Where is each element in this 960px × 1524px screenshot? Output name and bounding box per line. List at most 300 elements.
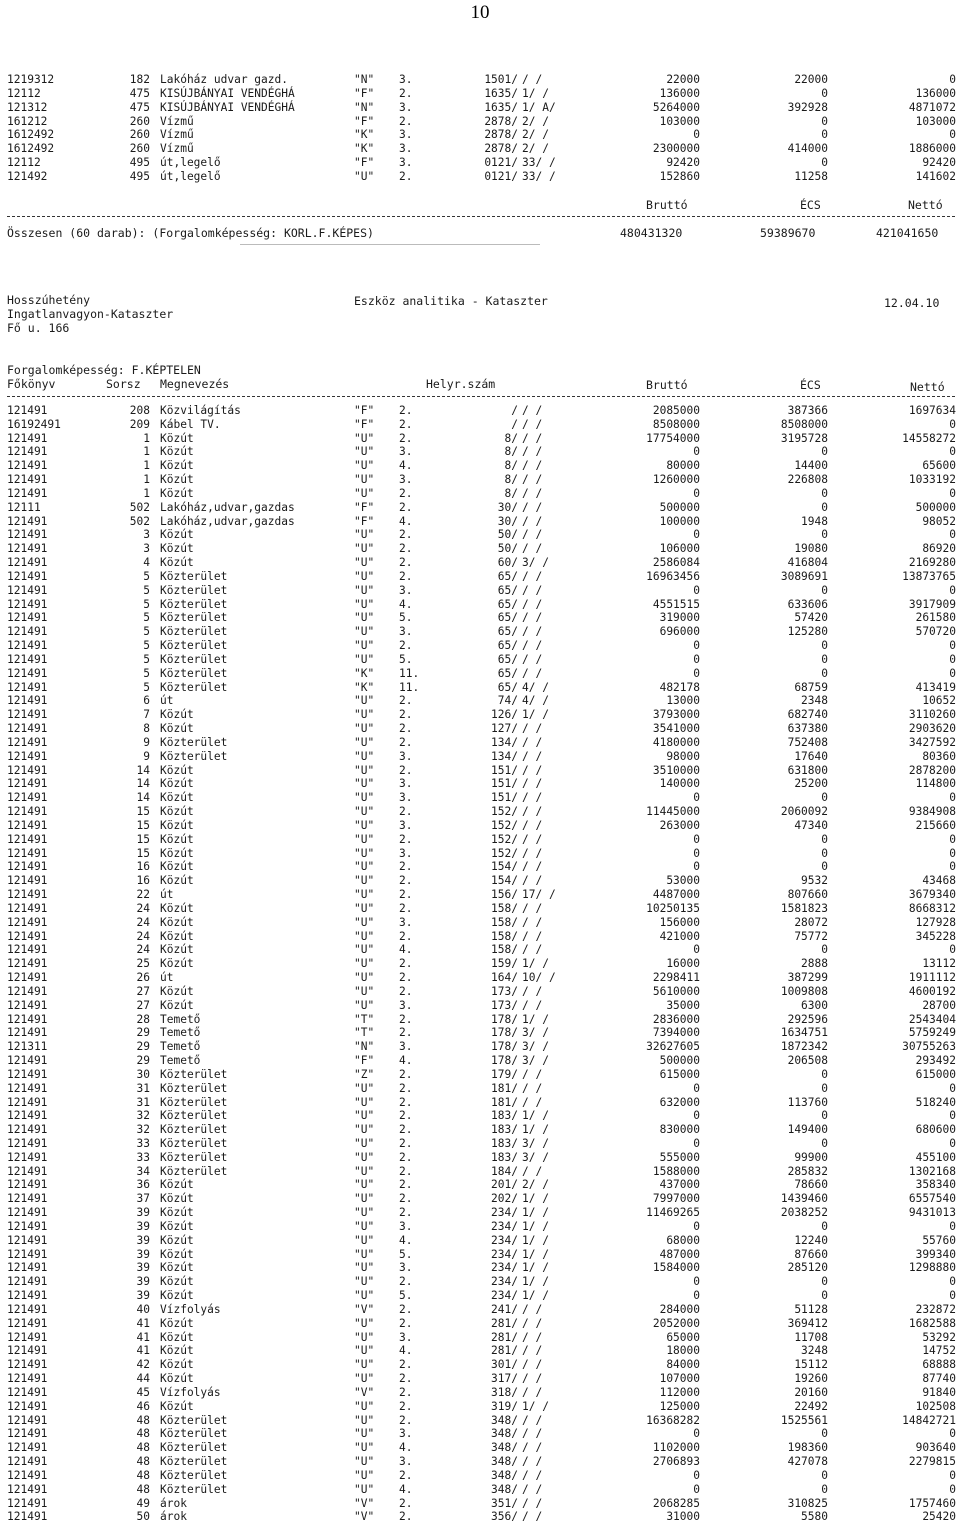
cell-helyrajzi-szam: 159/ <box>491 957 518 971</box>
cell-ecs: 57420 <box>794 611 828 625</box>
table-row <box>0 1510 960 1524</box>
table-row <box>0 101 960 115</box>
cell-netto: 14752 <box>922 1344 956 1358</box>
cell-megnevezes: Közút <box>160 1275 194 1289</box>
table-row <box>0 999 960 1013</box>
table-row <box>0 860 960 874</box>
table-row <box>0 1026 960 1040</box>
cell-netto: 1757460 <box>908 1496 956 1510</box>
cell-ecs: 1634751 <box>780 1026 828 1040</box>
table-row <box>0 1123 960 1137</box>
cell-szint: 2. <box>399 1275 413 1289</box>
cell-helyrajzi-szam: 65/ <box>497 597 518 611</box>
table-row <box>0 1165 960 1179</box>
cell-sorszam: 14 <box>136 777 150 791</box>
cell-sorszam: 1 <box>143 431 150 445</box>
cell-kod: "U" <box>354 169 375 183</box>
cell-alszam: / / <box>522 542 543 556</box>
cell-brutto: 0 <box>693 1136 700 1150</box>
cell-fokonyv: 121491 <box>7 1095 48 1109</box>
cell-brutto: 1102000 <box>652 1441 700 1455</box>
cell-brutto: 0 <box>693 832 700 846</box>
cell-szint: 2. <box>399 1026 413 1040</box>
cell-megnevezes: árok <box>160 1496 187 1510</box>
cell-ecs: 113760 <box>787 1095 828 1109</box>
table-row <box>0 930 960 944</box>
cell-sorszam: 475 <box>129 100 150 114</box>
cell-netto: 65600 <box>922 459 956 473</box>
cell-kod: "U" <box>354 832 375 846</box>
table-row <box>0 777 960 791</box>
cell-netto: 0 <box>949 1109 956 1123</box>
cell-kod: "U" <box>354 1330 375 1344</box>
cell-kod: "U" <box>354 1289 375 1303</box>
cell-szint: 3. <box>399 1427 413 1441</box>
cell-helyrajzi-szam: 65/ <box>497 625 518 639</box>
cell-megnevezes: Temető <box>160 1026 201 1040</box>
cell-szint: 3. <box>399 998 413 1012</box>
cell-helyrajzi-szam: 126/ <box>491 708 518 722</box>
cell-brutto: 2085000 <box>652 404 700 417</box>
table-row <box>0 805 960 819</box>
table-row <box>0 418 960 432</box>
table-row <box>0 625 960 639</box>
cell-alszam: / / <box>522 805 543 819</box>
cell-szint: 3. <box>399 1330 413 1344</box>
cell-megnevezes: Közút <box>160 1206 194 1220</box>
cell-netto: 80360 <box>922 749 956 763</box>
cell-sorszam: 5 <box>143 666 150 680</box>
cell-alszam: 1/ / <box>522 1012 549 1026</box>
cell-netto: 293492 <box>915 1054 956 1067</box>
cell-brutto: 107000 <box>659 1372 700 1386</box>
cell-megnevezes: Vízfolyás <box>160 1302 221 1316</box>
cell-megnevezes: Vízmű <box>160 128 194 142</box>
cell-szint: 2. <box>399 1067 413 1081</box>
cell-alszam: / / <box>522 1330 543 1344</box>
table-row <box>0 639 960 653</box>
cell-szint: 3. <box>399 583 413 597</box>
cell-ecs: 0 <box>821 846 828 860</box>
cell-megnevezes: Közterület <box>160 1164 228 1178</box>
cell-alszam: / / <box>522 73 543 86</box>
cell-sorszam: 40 <box>136 1302 150 1316</box>
cell-megnevezes: Közút <box>160 901 194 915</box>
cell-alszam: 1/ / <box>522 1109 549 1123</box>
table-row <box>0 1068 960 1082</box>
cell-ecs: 9532 <box>801 874 828 888</box>
cell-szint: 3. <box>399 777 413 791</box>
cell-netto: 1682588 <box>908 1316 956 1330</box>
cell-fokonyv: 121491 <box>7 708 48 722</box>
cell-kod: "U" <box>354 1344 375 1358</box>
cell-sorszam: 39 <box>136 1233 150 1247</box>
cell-szint: 2. <box>399 114 413 128</box>
cell-sorszam: 39 <box>136 1247 150 1261</box>
cell-megnevezes: Közút <box>160 1372 194 1386</box>
cell-megnevezes: Közterület <box>160 1413 228 1427</box>
cell-alszam: 1/ / <box>522 1219 549 1233</box>
cell-helyrajzi-szam: 127/ <box>491 722 518 736</box>
cell-alszam: / / <box>522 735 543 749</box>
cell-sorszam: 502 <box>129 514 150 528</box>
cell-helyrajzi-szam: 154/ <box>491 874 518 888</box>
cell-alszam: 10/ / <box>522 971 556 985</box>
cell-fokonyv: 121491 <box>7 1468 48 1482</box>
cell-megnevezes: Közút <box>160 791 194 805</box>
cell-helyrajzi-szam: 151/ <box>491 777 518 791</box>
cell-netto: 13873765 <box>902 569 956 583</box>
cell-brutto: 0 <box>693 128 700 142</box>
cell-megnevezes: árok <box>160 1510 187 1524</box>
cell-ecs: 0 <box>821 1275 828 1289</box>
cell-kod: "U" <box>354 459 375 473</box>
cell-fokonyv: 121491 <box>7 957 48 971</box>
cell-kod: "U" <box>354 486 375 500</box>
col-netto: Nettó <box>910 380 945 394</box>
cell-helyrajzi-szam: 281/ <box>491 1344 518 1358</box>
cell-sorszam: 24 <box>136 929 150 943</box>
col-fokonyv: Főkönyv <box>7 377 56 391</box>
cell-kod: "U" <box>354 1136 375 1150</box>
cell-megnevezes: Közút <box>160 486 194 500</box>
cell-szint: 2. <box>399 1385 413 1399</box>
cell-sorszam: 5 <box>143 625 150 639</box>
table-row <box>0 1220 960 1234</box>
cell-ecs: 0 <box>821 156 828 170</box>
cell-szint: 2. <box>399 929 413 943</box>
cell-helyrajzi-szam: 1501/ <box>484 73 518 86</box>
cell-brutto: 0 <box>693 1275 700 1289</box>
cell-sorszam: 8 <box>143 722 150 736</box>
table-row <box>0 128 960 142</box>
cell-megnevezes: Közút <box>160 722 194 736</box>
cell-fokonyv: 121492 <box>7 169 48 183</box>
cell-megnevezes: Közterület <box>160 1482 228 1496</box>
cell-megnevezes: Közút <box>160 1330 194 1344</box>
cell-netto: 0 <box>949 73 956 86</box>
cell-megnevezes: Közút <box>160 860 194 874</box>
cell-brutto: 0 <box>693 860 700 874</box>
cell-sorszam: 30 <box>136 1067 150 1081</box>
cell-kod: "U" <box>354 818 375 832</box>
cell-kod: "T" <box>354 1026 375 1040</box>
cell-fokonyv: 121491 <box>7 1482 48 1496</box>
cell-fokonyv: 121491 <box>7 583 48 597</box>
cell-megnevezes: KISÚJBÁNYAI VENDÉGHÁ <box>160 86 295 100</box>
table-row <box>0 681 960 695</box>
table-row <box>0 874 960 888</box>
cell-megnevezes: Lakóház,udvar,gazdas <box>160 500 295 514</box>
cell-kod: "F" <box>354 404 375 417</box>
cell-alszam: / / <box>522 943 543 957</box>
cell-szint: 2. <box>399 1316 413 1330</box>
cell-kod: "U" <box>354 625 375 639</box>
cell-netto: 28700 <box>922 998 956 1012</box>
cell-szint: 4. <box>399 1344 413 1358</box>
cell-brutto: 0 <box>693 583 700 597</box>
cell-ecs: 1948 <box>801 514 828 528</box>
cell-alszam: 33/ / <box>522 156 556 170</box>
cell-brutto: 3793000 <box>652 708 700 722</box>
cell-helyrajzi-szam: 158/ <box>491 901 518 915</box>
cell-sorszam: 5 <box>143 611 150 625</box>
cell-megnevezes: út <box>160 888 174 902</box>
cell-alszam: 3/ / <box>522 1026 549 1040</box>
cell-kod: "V" <box>354 1385 375 1399</box>
cell-kod: "U" <box>354 735 375 749</box>
cell-szint: 2. <box>399 431 413 445</box>
cell-fokonyv: 121491 <box>7 542 48 556</box>
cell-netto: 25420 <box>922 1510 956 1524</box>
cell-sorszam: 502 <box>129 500 150 514</box>
cell-megnevezes: Közterület <box>160 666 228 680</box>
cell-megnevezes: Közterület <box>160 1441 228 1455</box>
cell-netto: 680600 <box>915 1123 956 1137</box>
cell-alszam: 1/ / <box>522 1289 549 1303</box>
cell-sorszam: 5 <box>143 569 150 583</box>
cell-fokonyv: 121491 <box>7 1496 48 1510</box>
table-row <box>0 1192 960 1206</box>
cell-helyrajzi-szam: 234/ <box>491 1247 518 1261</box>
table-row <box>0 598 960 612</box>
cell-netto: 1911112 <box>908 971 956 985</box>
cell-kod: "U" <box>354 1178 375 1192</box>
cell-kod: "F" <box>354 1054 375 1067</box>
cell-sorszam: 3 <box>143 542 150 556</box>
cell-brutto: 16963456 <box>646 569 700 583</box>
cell-fokonyv: 121491 <box>7 915 48 929</box>
table-row <box>0 888 960 902</box>
cell-megnevezes: Közút <box>160 1358 194 1372</box>
cell-megnevezes: Közterület <box>160 735 228 749</box>
cell-sorszam: 9 <box>143 749 150 763</box>
cell-fokonyv: 121491 <box>7 1206 48 1220</box>
cell-megnevezes: Közút <box>160 1233 194 1247</box>
cell-alszam: / / <box>522 652 543 666</box>
table-row <box>0 459 960 473</box>
cell-helyrajzi-szam: 351/ <box>491 1496 518 1510</box>
cell-kod: "U" <box>354 998 375 1012</box>
cell-alszam: / / <box>522 639 543 653</box>
cell-alszam: / / <box>522 1413 543 1427</box>
cell-sorszam: 5 <box>143 680 150 694</box>
cell-ecs: 11258 <box>794 169 828 183</box>
cell-netto: 9384908 <box>908 805 956 819</box>
table-row <box>0 833 960 847</box>
cell-netto: 232872 <box>915 1302 956 1316</box>
cell-kod: "N" <box>354 73 375 86</box>
cell-szint: 3. <box>399 1219 413 1233</box>
cell-netto: 0 <box>949 1136 956 1150</box>
cell-helyrajzi-szam: 317/ <box>491 1372 518 1386</box>
cell-brutto: 2300000 <box>652 142 700 156</box>
cell-brutto: 0 <box>693 1081 700 1095</box>
cell-ecs: 631800 <box>787 763 828 777</box>
cell-alszam: 2/ / <box>522 114 549 128</box>
cell-sorszam: 9 <box>143 735 150 749</box>
cell-kod: "F" <box>354 514 375 528</box>
cell-brutto: 632000 <box>659 1095 700 1109</box>
cell-alszam: 1/ A/ <box>522 100 556 114</box>
cell-ecs: 0 <box>821 1219 828 1233</box>
table-row <box>0 156 960 170</box>
cell-helyrajzi-szam: 134/ <box>491 735 518 749</box>
cell-brutto: 68000 <box>666 1233 700 1247</box>
cell-sorszam: 24 <box>136 901 150 915</box>
cell-netto: 43468 <box>922 874 956 888</box>
cell-alszam: / / <box>522 431 543 445</box>
cell-kod: "U" <box>354 763 375 777</box>
cell-szint: 2. <box>399 860 413 874</box>
cell-alszam: 1/ / <box>522 1275 549 1289</box>
cell-szint: 2. <box>399 984 413 998</box>
cell-kod: "U" <box>354 860 375 874</box>
cell-alszam: / / <box>522 473 543 487</box>
cell-sorszam: 15 <box>136 846 150 860</box>
cell-kod: "U" <box>354 805 375 819</box>
cell-kod: "F" <box>354 156 375 170</box>
col-brutto: Bruttó <box>646 378 688 392</box>
cell-kod: "U" <box>354 749 375 763</box>
cell-helyrajzi-szam: 183/ <box>491 1123 518 1137</box>
cell-sorszam: 14 <box>136 791 150 805</box>
cell-alszam: / / <box>522 1344 543 1358</box>
cell-alszam: / / <box>522 777 543 791</box>
cell-megnevezes: Közterület <box>160 583 228 597</box>
table-row <box>0 570 960 584</box>
table-row <box>0 1344 960 1358</box>
cell-szint: 2. <box>399 874 413 888</box>
cell-szint: 4. <box>399 459 413 473</box>
cell-helyrajzi-szam: 65/ <box>497 611 518 625</box>
cell-megnevezes: Közterület <box>160 639 228 653</box>
cell-brutto: 2052000 <box>652 1316 700 1330</box>
cell-ecs: 78660 <box>794 1178 828 1192</box>
cell-fokonyv: 121491 <box>7 1233 48 1247</box>
cell-brutto: 16000 <box>666 957 700 971</box>
cell-megnevezes: Közterület <box>160 1081 228 1095</box>
cell-szint: 2. <box>399 1372 413 1386</box>
cell-alszam: 1/ / <box>522 1233 549 1247</box>
table-row <box>0 1040 960 1054</box>
cell-megnevezes: Közterület <box>160 1067 228 1081</box>
cell-kod: "U" <box>354 473 375 487</box>
cell-sorszam: 260 <box>129 128 150 142</box>
cell-sorszam: 6 <box>143 694 150 708</box>
cell-helyrajzi-szam: 281/ <box>491 1316 518 1330</box>
cell-fokonyv: 121491 <box>7 1054 48 1067</box>
cell-netto: 10652 <box>922 694 956 708</box>
cell-brutto: 0 <box>693 943 700 957</box>
cell-szint: 2. <box>399 528 413 542</box>
cell-helyrajzi-szam: 2878/ <box>484 128 518 142</box>
cell-ecs: 0 <box>821 791 828 805</box>
cell-megnevezes: Közút <box>160 1247 194 1261</box>
cell-helyrajzi-szam: 234/ <box>491 1275 518 1289</box>
report-date: 12.04.10 <box>884 296 940 310</box>
cell-ecs: 310825 <box>787 1496 828 1510</box>
cell-kod: "F" <box>354 417 375 431</box>
cell-alszam: 1/ / <box>522 1261 549 1275</box>
cell-helyrajzi-szam: 356/ <box>491 1510 518 1524</box>
cell-netto: 55760 <box>922 1233 956 1247</box>
cell-kod: "U" <box>354 694 375 708</box>
cell-sorszam: 33 <box>136 1136 150 1150</box>
cell-ecs: 198360 <box>787 1441 828 1455</box>
cell-brutto: 32627605 <box>646 1040 700 1054</box>
totals-label: Összesen (60 darab): (Forgalomképesség: KORL.F.KÉPES) <box>7 226 374 240</box>
cell-brutto: 8508000 <box>652 417 700 431</box>
cell-megnevezes: Közút <box>160 431 194 445</box>
cell-kod: "U" <box>354 556 375 570</box>
cell-ecs: 0 <box>821 860 828 874</box>
cell-brutto: 500000 <box>659 1054 700 1067</box>
cell-helyrajzi-szam: 74/ <box>497 694 518 708</box>
cell-brutto: 0 <box>693 1289 700 1303</box>
cell-helyrajzi-szam: 183/ <box>491 1150 518 1164</box>
cell-sorszam: 495 <box>129 156 150 170</box>
cell-brutto: 615000 <box>659 1067 700 1081</box>
cell-sorszam: 31 <box>136 1095 150 1109</box>
cell-brutto: 16368282 <box>646 1413 700 1427</box>
cell-megnevezes: Közút <box>160 528 194 542</box>
cell-megnevezes: Temető <box>160 1012 201 1026</box>
cell-sorszam: 5 <box>143 652 150 666</box>
table-row <box>0 943 960 957</box>
cell-sorszam: 39 <box>136 1261 150 1275</box>
cell-alszam: / / <box>522 528 543 542</box>
cell-fokonyv: 121491 <box>7 1302 48 1316</box>
cell-megnevezes: Közterület <box>160 569 228 583</box>
cell-sorszam: 27 <box>136 984 150 998</box>
cell-ecs: 0 <box>821 1468 828 1482</box>
table-row <box>0 694 960 708</box>
cell-szint: 2. <box>399 1399 413 1413</box>
cell-fokonyv: 121491 <box>7 1261 48 1275</box>
cell-szint: 2. <box>399 1136 413 1150</box>
cell-netto: 3110260 <box>908 708 956 722</box>
cell-szint: 2. <box>399 1206 413 1220</box>
table-row <box>0 87 960 101</box>
cell-kod: "U" <box>354 929 375 943</box>
cell-brutto: 0 <box>693 445 700 459</box>
cell-szint: 2. <box>399 957 413 971</box>
cell-szint: 2. <box>399 1150 413 1164</box>
cell-kod: "U" <box>354 1261 375 1275</box>
cell-fokonyv: 121491 <box>7 791 48 805</box>
cell-netto: 0 <box>949 652 956 666</box>
cell-sorszam: 260 <box>129 142 150 156</box>
cell-alszam: 33/ / <box>522 169 556 183</box>
cell-szint: 2. <box>399 1413 413 1427</box>
cell-netto: 0 <box>949 1219 956 1233</box>
cell-kod: "U" <box>354 722 375 736</box>
cell-netto: 1033192 <box>908 473 956 487</box>
cell-brutto: 0 <box>693 1482 700 1496</box>
cell-kod: "U" <box>354 1123 375 1137</box>
cell-megnevezes: Közút <box>160 542 194 556</box>
cell-netto: 0 <box>949 1427 956 1441</box>
cell-helyrajzi-szam: 152/ <box>491 818 518 832</box>
cell-megnevezes: Közterület <box>160 1123 228 1137</box>
cell-alszam: 1/ / <box>522 957 549 971</box>
table-row <box>0 1372 960 1386</box>
cell-sorszam: 495 <box>129 169 150 183</box>
cell-megnevezes: Közút <box>160 1192 194 1206</box>
cell-fokonyv: 121491 <box>7 984 48 998</box>
cell-ecs: 807660 <box>787 888 828 902</box>
